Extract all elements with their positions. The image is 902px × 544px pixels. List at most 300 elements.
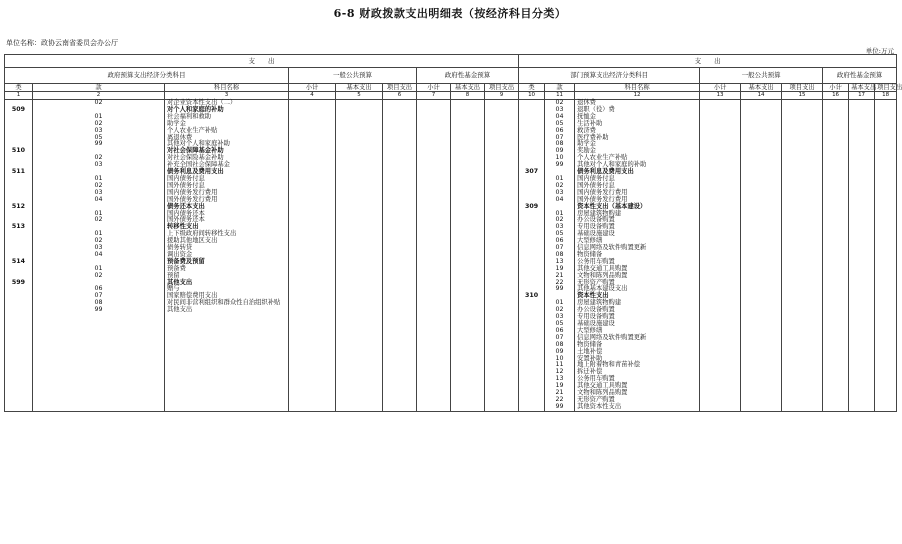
left-amount-cell [336, 245, 383, 252]
right-subject-name: 抚恤金 [575, 114, 700, 121]
right-class-code [519, 383, 545, 390]
right-class-code [519, 328, 545, 335]
left-amount-cell [485, 148, 519, 155]
header-general-budget-right: 一般公共预算 [700, 68, 823, 84]
right-amount-cell [849, 280, 875, 287]
left-amount-cell [336, 300, 383, 307]
right-subject-name: 专用设备购置 [575, 224, 700, 231]
right-subject-name: 国外债务付息 [575, 183, 700, 190]
right-amount-cell [741, 190, 782, 197]
left-item-code [33, 362, 165, 369]
left-amount-cell [383, 121, 417, 128]
right-item-code: 09 [545, 349, 575, 356]
right-amount-cell [875, 321, 897, 328]
left-amount-cell [336, 349, 383, 356]
left-amount-cell [383, 162, 417, 169]
left-amount-cell [451, 128, 485, 135]
left-item-code: 01 [33, 231, 165, 238]
right-amount-cell [700, 238, 741, 245]
left-amount-cell [417, 321, 451, 328]
right-amount-cell [875, 217, 897, 224]
right-amount-cell [741, 328, 782, 335]
right-amount-cell [849, 273, 875, 280]
column-header: 科目名称 [165, 84, 289, 92]
left-subject-name: 补充全国社会保障基金 [165, 162, 289, 169]
right-amount-cell [782, 321, 823, 328]
right-amount-cell [823, 162, 849, 169]
left-amount-cell [451, 376, 485, 383]
column-number: 12 [575, 92, 700, 100]
right-amount-cell [741, 314, 782, 321]
left-amount-cell [289, 314, 336, 321]
left-amount-cell [383, 286, 417, 293]
right-class-code [519, 176, 545, 183]
left-class-code [5, 390, 33, 397]
right-amount-cell [823, 362, 849, 369]
left-amount-cell [336, 190, 383, 197]
left-amount-cell [336, 148, 383, 155]
right-amount-cell [875, 307, 897, 314]
right-amount-cell [849, 328, 875, 335]
right-amount-cell [849, 155, 875, 162]
left-class-code [5, 238, 33, 245]
left-subject-name [165, 362, 289, 369]
left-item-code: 02 [33, 217, 165, 224]
left-amount-cell [289, 114, 336, 121]
left-amount-cell [451, 204, 485, 211]
left-amount-cell [485, 376, 519, 383]
table-row [5, 231, 897, 238]
left-subject-name: 其他支出 [165, 307, 289, 314]
left-amount-cell [485, 397, 519, 404]
left-subject-name [165, 369, 289, 376]
right-amount-cell [849, 314, 875, 321]
left-subject-name [165, 314, 289, 321]
left-amount-cell [289, 280, 336, 287]
left-amount-cell [383, 141, 417, 148]
right-amount-cell [875, 328, 897, 335]
right-amount-cell [875, 349, 897, 356]
left-amount-cell [417, 376, 451, 383]
right-subject-name: 债务利息及费用支出 [575, 169, 700, 176]
right-item-code: 07 [545, 135, 575, 142]
right-item-code: 06 [545, 328, 575, 335]
right-amount-cell [823, 100, 849, 107]
right-amount-cell [823, 141, 849, 148]
right-amount-cell [875, 252, 897, 259]
left-amount-cell [451, 114, 485, 121]
left-item-code: 01 [33, 114, 165, 121]
column-number: 16 [823, 92, 849, 100]
left-subject-name [165, 404, 289, 411]
left-amount-cell [417, 107, 451, 114]
left-amount-cell [289, 183, 336, 190]
right-class-code [519, 141, 545, 148]
left-class-code [5, 183, 33, 190]
left-amount-cell [417, 349, 451, 356]
right-amount-cell [823, 217, 849, 224]
right-amount-cell [700, 100, 741, 107]
left-amount-cell [383, 266, 417, 273]
column-number: 17 [849, 92, 875, 100]
left-item-code: 99 [33, 307, 165, 314]
right-amount-cell [741, 383, 782, 390]
left-item-code: 02 [33, 155, 165, 162]
right-amount-cell [782, 307, 823, 314]
left-amount-cell [417, 293, 451, 300]
left-amount-cell [289, 224, 336, 231]
left-amount-cell [336, 217, 383, 224]
left-subject-name: 对社会保障基金补助 [165, 148, 289, 155]
right-amount-cell [782, 224, 823, 231]
right-amount-cell [823, 300, 849, 307]
right-amount-cell [875, 135, 897, 142]
left-amount-cell [417, 362, 451, 369]
left-amount-cell [289, 238, 336, 245]
left-class-code: 511 [5, 169, 33, 176]
left-amount-cell [336, 107, 383, 114]
right-amount-cell [741, 155, 782, 162]
left-amount-cell [417, 197, 451, 204]
right-amount-cell [700, 390, 741, 397]
left-class-code [5, 314, 33, 321]
right-amount-cell [782, 155, 823, 162]
left-amount-cell [336, 293, 383, 300]
right-amount-cell [700, 217, 741, 224]
left-amount-cell [289, 252, 336, 259]
right-amount-cell [741, 238, 782, 245]
left-class-code [5, 135, 33, 142]
table-row [5, 135, 897, 142]
left-class-code [5, 121, 33, 128]
table-row [5, 100, 897, 107]
right-amount-cell [849, 231, 875, 238]
right-amount-cell [741, 300, 782, 307]
left-class-code [5, 293, 33, 300]
left-class-code [5, 155, 33, 162]
right-subject-name: 其他资本性支出 [575, 404, 700, 411]
right-amount-cell [741, 369, 782, 376]
table-row [5, 349, 897, 356]
table-row [5, 273, 897, 280]
table-row [5, 114, 897, 121]
right-item-code: 01 [545, 211, 575, 218]
table-row [5, 300, 897, 307]
table-row [5, 328, 897, 335]
right-subject-name: 生活补助 [575, 121, 700, 128]
table-row [5, 280, 897, 287]
left-class-code: 510 [5, 148, 33, 155]
left-amount-cell [289, 335, 336, 342]
left-amount-cell [289, 190, 336, 197]
table-row [5, 169, 897, 176]
right-amount-cell [741, 197, 782, 204]
column-header: 小计 [700, 84, 741, 92]
right-item-code: 99 [545, 162, 575, 169]
right-amount-cell [849, 217, 875, 224]
right-amount-cell [849, 335, 875, 342]
left-amount-cell [451, 169, 485, 176]
left-amount-cell [417, 369, 451, 376]
right-amount-cell [823, 231, 849, 238]
left-subject-name: 预留 [165, 273, 289, 280]
column-number: 10 [519, 92, 545, 100]
left-class-code [5, 307, 33, 314]
right-amount-cell [823, 376, 849, 383]
left-amount-cell [451, 155, 485, 162]
left-amount-cell [383, 349, 417, 356]
table-row [5, 286, 897, 293]
right-item-code: 07 [545, 245, 575, 252]
right-item-code: 09 [545, 148, 575, 155]
right-item-code: 07 [545, 335, 575, 342]
left-item-code [33, 314, 165, 321]
right-subject-name: 地上附着物和青苗补偿 [575, 362, 700, 369]
left-item-code: 03 [33, 245, 165, 252]
right-amount-cell [823, 314, 849, 321]
right-amount-cell [700, 362, 741, 369]
left-amount-cell [289, 300, 336, 307]
left-amount-cell [451, 217, 485, 224]
left-amount-cell [485, 307, 519, 314]
right-amount-cell [782, 190, 823, 197]
right-amount-cell [782, 335, 823, 342]
left-class-code: 513 [5, 224, 33, 231]
right-amount-cell [875, 404, 897, 411]
header-expense-right: 支 出 [519, 55, 897, 68]
left-amount-cell [451, 300, 485, 307]
left-amount-cell [383, 390, 417, 397]
right-item-code: 19 [545, 383, 575, 390]
right-amount-cell [741, 224, 782, 231]
left-class-code [5, 266, 33, 273]
left-amount-cell [336, 397, 383, 404]
left-amount-cell [383, 190, 417, 197]
left-amount-cell [383, 404, 417, 411]
right-amount-cell [849, 307, 875, 314]
left-item-code: 02 [33, 183, 165, 190]
right-amount-cell [782, 362, 823, 369]
left-amount-cell [417, 100, 451, 107]
right-subject-name: 公务用车购置 [575, 259, 700, 266]
left-amount-cell [451, 162, 485, 169]
right-amount-cell [741, 107, 782, 114]
right-amount-cell [700, 204, 741, 211]
left-amount-cell [451, 314, 485, 321]
left-amount-cell [383, 128, 417, 135]
right-amount-cell [823, 286, 849, 293]
right-amount-cell [849, 148, 875, 155]
left-amount-cell [289, 397, 336, 404]
right-amount-cell [700, 321, 741, 328]
left-class-code [5, 328, 33, 335]
left-amount-cell [383, 362, 417, 369]
left-amount-cell [289, 383, 336, 390]
right-amount-cell [741, 141, 782, 148]
left-class-code [5, 404, 33, 411]
right-amount-cell [823, 383, 849, 390]
right-amount-cell [849, 162, 875, 169]
right-item-code: 08 [545, 342, 575, 349]
right-amount-cell [741, 204, 782, 211]
right-amount-cell [782, 390, 823, 397]
left-amount-cell [336, 238, 383, 245]
column-header: 基本支出 [849, 84, 875, 92]
header-row-numbers [5, 92, 897, 100]
left-amount-cell [485, 190, 519, 197]
right-amount-cell [849, 135, 875, 142]
right-class-code [519, 135, 545, 142]
right-class-code [519, 314, 545, 321]
column-number: 2 [33, 92, 165, 100]
table-row [5, 362, 897, 369]
right-amount-cell [700, 300, 741, 307]
left-amount-cell [289, 286, 336, 293]
right-amount-cell [741, 148, 782, 155]
left-amount-cell [451, 252, 485, 259]
left-amount-cell [451, 259, 485, 266]
left-item-code [33, 356, 165, 363]
right-amount-cell [782, 383, 823, 390]
left-amount-cell [336, 197, 383, 204]
right-amount-cell [782, 245, 823, 252]
right-amount-cell [875, 397, 897, 404]
left-amount-cell [336, 259, 383, 266]
left-amount-cell [336, 266, 383, 273]
right-item-code: 13 [545, 259, 575, 266]
right-amount-cell [875, 204, 897, 211]
left-amount-cell [485, 238, 519, 245]
right-amount-cell [700, 293, 741, 300]
column-number: 6 [383, 92, 417, 100]
right-amount-cell [782, 328, 823, 335]
right-class-code [519, 217, 545, 224]
left-item-code: 07 [33, 293, 165, 300]
left-subject-name: 对企业资本性支出（二） [165, 100, 289, 107]
right-amount-cell [700, 266, 741, 273]
left-amount-cell [451, 335, 485, 342]
left-amount-cell [451, 390, 485, 397]
right-amount-cell [741, 404, 782, 411]
left-amount-cell [417, 259, 451, 266]
right-amount-cell [849, 176, 875, 183]
table-row [5, 307, 897, 314]
right-subject-name: 国内债务发行费用 [575, 190, 700, 197]
left-amount-cell [451, 190, 485, 197]
left-amount-cell [289, 356, 336, 363]
right-item-code: 03 [545, 190, 575, 197]
right-amount-cell [823, 155, 849, 162]
right-amount-cell [700, 369, 741, 376]
left-amount-cell [383, 356, 417, 363]
table-row [5, 224, 897, 231]
header-fund-budget-right: 政府性基金预算 [823, 68, 897, 84]
left-subject-name: 其他支出 [165, 280, 289, 287]
right-amount-cell [875, 100, 897, 107]
left-class-code [5, 286, 33, 293]
left-amount-cell [336, 252, 383, 259]
right-item-code: 21 [545, 390, 575, 397]
left-amount-cell [417, 328, 451, 335]
left-subject-name: 对民间非营利组织和群众性自治组织补贴 [165, 300, 289, 307]
left-amount-cell [485, 100, 519, 107]
right-class-code [519, 280, 545, 287]
right-class-code [519, 252, 545, 259]
left-amount-cell [485, 362, 519, 369]
left-item-code: 02 [33, 121, 165, 128]
right-amount-cell [875, 342, 897, 349]
left-subject-name: 国内债务还本 [165, 211, 289, 218]
right-amount-cell [849, 293, 875, 300]
left-amount-cell [383, 280, 417, 287]
left-amount-cell [289, 349, 336, 356]
left-amount-cell [417, 245, 451, 252]
left-amount-cell [485, 121, 519, 128]
left-amount-cell [485, 211, 519, 218]
table-row [5, 335, 897, 342]
left-item-code: 01 [33, 176, 165, 183]
left-amount-cell [383, 204, 417, 211]
right-item-code: 02 [545, 100, 575, 107]
left-amount-cell [289, 266, 336, 273]
left-amount-cell [289, 100, 336, 107]
left-amount-cell [336, 314, 383, 321]
left-subject-name [165, 328, 289, 335]
right-class-code [519, 100, 545, 107]
right-subject-name: 国外债务发行费用 [575, 197, 700, 204]
left-amount-cell [485, 390, 519, 397]
left-amount-cell [485, 314, 519, 321]
right-amount-cell [741, 100, 782, 107]
column-header: 小计 [289, 84, 336, 92]
left-amount-cell [417, 211, 451, 218]
left-amount-cell [383, 293, 417, 300]
right-amount-cell [741, 293, 782, 300]
left-amount-cell [336, 231, 383, 238]
right-amount-cell [741, 135, 782, 142]
right-amount-cell [741, 335, 782, 342]
right-amount-cell [875, 231, 897, 238]
right-item-code: 02 [545, 307, 575, 314]
left-amount-cell [417, 404, 451, 411]
left-subject-name: 援助其他地区支出 [165, 238, 289, 245]
right-class-code [519, 148, 545, 155]
right-amount-cell [849, 259, 875, 266]
right-amount-cell [875, 266, 897, 273]
column-header: 小计 [417, 84, 451, 92]
right-amount-cell [849, 169, 875, 176]
left-class-code [5, 369, 33, 376]
header-general-budget: 一般公共预算 [289, 68, 417, 84]
right-amount-cell [782, 349, 823, 356]
right-amount-cell [875, 245, 897, 252]
right-amount-cell [849, 362, 875, 369]
left-amount-cell [485, 328, 519, 335]
left-subject-name: 助学金 [165, 121, 289, 128]
right-subject-name: 办公设备购置 [575, 217, 700, 224]
right-amount-cell [823, 238, 849, 245]
left-amount-cell [336, 100, 383, 107]
right-amount-cell [700, 342, 741, 349]
left-item-code: 03 [33, 190, 165, 197]
right-amount-cell [875, 390, 897, 397]
left-amount-cell [451, 342, 485, 349]
right-class-code [519, 128, 545, 135]
left-amount-cell [451, 245, 485, 252]
right-amount-cell [700, 141, 741, 148]
column-header: 基本支出 [741, 84, 782, 92]
left-class-code [5, 349, 33, 356]
